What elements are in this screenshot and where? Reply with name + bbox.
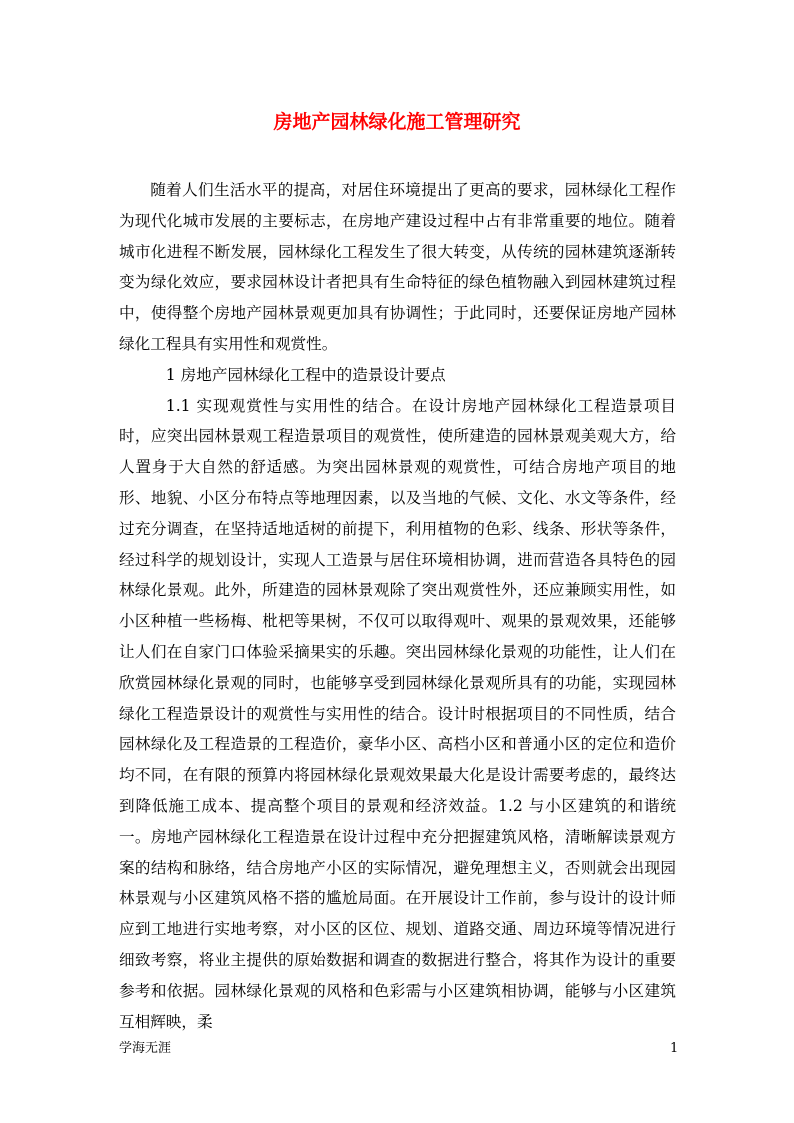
intro-paragraph: 随着人们生活水平的提高，对居住环境提出了更高的要求，园林绿化工程作为现代化城市发展的主要标志，在房地产建设过程中占有非常重要的地位。随着城市化进程不断发展，园林绿化工程发生了很大转变，从传统的园林建筑逐渐转变为绿化效应，要求园林设计者把具有生命特征的绿色植物融入到园林建筑过程中，使得整个房地产园林景观更加具有协调性；于此同时，还要保证房地产园林绿化工程具有实用性和观赏性。 <box>119 181 676 353</box>
document-body <box>119 175 676 1037</box>
section-paragraph: 1.1 实现观赏性与实用性的结合。在设计房地产园林绿化工程造景项目时，应突出园林景观工程造景项目的观赏性，使所建造的园林景观美观大方，给人置身于大自然的舒适感。为突出园林景观的观赏性，可结合房地产项目的地形、地貌、小区分布特点等地理因素，以及当地的气候、文化、水文等条件，经过充分调查，在坚持适地适树的前提下，利用植物的色彩、线条、形状等条件，经过科学的规划设计，实现人工造景与居住环境相协调，进而营造各具特色的园林绿化景观。此外，所建造的园林景观除了突出观赏性外，还应兼顾实用性，如小区种植一些杨梅、枇杷等果树，不仅可以取得观叶、观果的景观效果，还能够让人们在自家门口体验采摘果实的乐趣。突出园林绿化景观的功能性，让人们在欣赏园林绿化景观的同时，也能够享受到园林绿化景观所具有的功能，实现园林绿化工程造景设计的观赏性与实用性的结合。设计时根据项目的不同性质，结合园林绿化及工程造景的工程造价，豪华小区、高档小区和普通小区的定位和造价均不同，在有限的预算内将园林绿化景观效果最大化是设计需要考虑的，最终达到降低施工成本、提高整个项目的景观和经济效益。1.2 与小区建筑的和谐统一。房地产园林绿化工程造景在设计过程中充分把握建筑风格，清晰解读景观方案的结构和脉络，结合房地产小区的实际情况，避免理想主义，否则就会出现园林景观与小区建筑风格不搭的尴尬局面。在开展设计工作前，参与设计的设计师应到工地进行实地考察，对小区的区位、规划、道路交通、周边环境等情况进行细致考察，将业主提供的原始数据和调查的数据进行整合，将其作为设计的重要参考和依据。园林绿化景观的风格和色彩需与小区建筑相协调，能够与小区建筑互相辉映，柔 <box>119 396 676 1031</box>
section-heading: 1 房地产园林绿化工程中的造景设计要点 <box>165 365 446 384</box>
footer-label: 学海无涯 <box>119 1041 172 1056</box>
document-title: 房地产园林绿化施工管理研究 <box>273 111 521 133</box>
page-number: 1 <box>670 1041 679 1056</box>
